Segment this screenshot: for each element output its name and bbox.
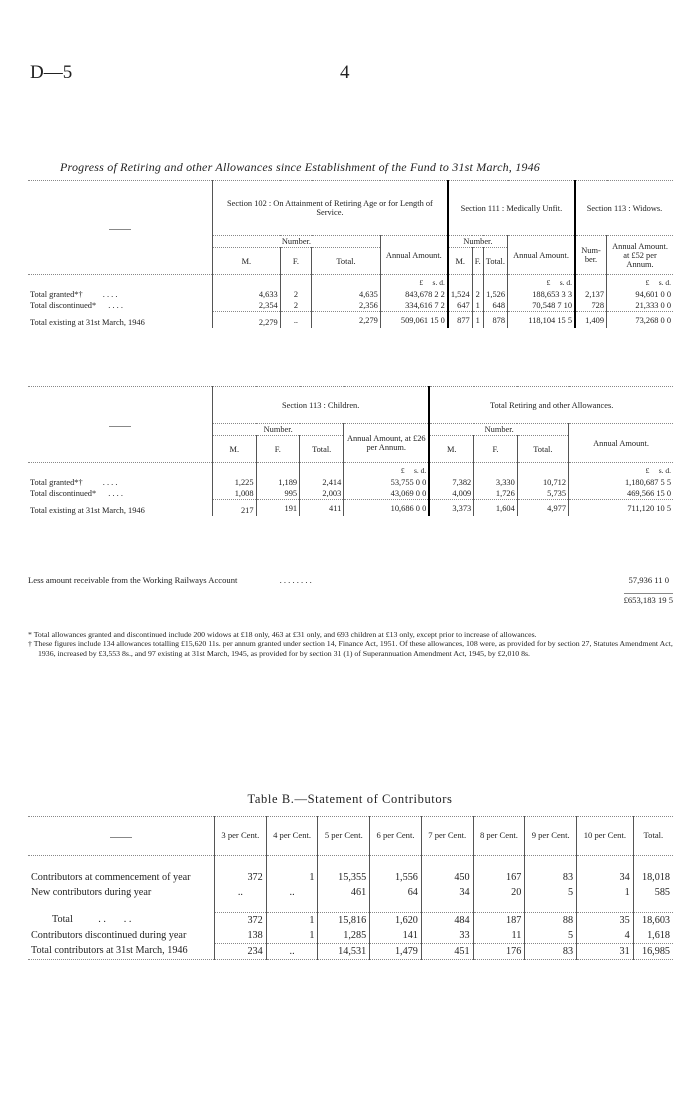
footnote-dagger: † These figures include 134 allowances totalling £15,620 11s. per annum granted under section 14, Finance Act, 1951. Of these allowances, 108 were, as provided for by section 27, Statutes Amendment Act, 1936, increased by £3,553 8s., and 97 existing at 31st March, 1945, as provided for by section 31 (1) of Superannuation Amendment Act, 1945, by £2,010 8s. (28, 639, 673, 658)
allowances-table-sections (28, 180, 673, 328)
section-113-widows-header: Section 113 : Widows. (575, 181, 673, 236)
units-label: £ s. d. (508, 275, 576, 290)
annual-amount-header: Annual Amount. (569, 424, 674, 463)
table-row: New contributors during year .. .. 461 64 34 20 5 1 585 (28, 885, 673, 900)
col-header: 6 per Cent. (370, 817, 422, 856)
total-allowances-header: Total Retiring and other Allowances. (429, 387, 673, 424)
section-113-children-header: Section 113 : Children. (213, 387, 430, 424)
child-amount-header: Annual Amount, at £26 per Annum. (344, 424, 430, 463)
section-102-header: Section 102 : On Attainment of Retiring Age or for Length of Service. (213, 181, 448, 236)
stub-header (28, 817, 215, 856)
total-header: Total. (300, 436, 344, 463)
footnote-asterisk: * Total allowances granted and discontinued include 200 widows at £18 only, 463 at £31 only, and 693 children at £13 only, except prior to increase of allowances. (28, 630, 537, 639)
m-header: M. (213, 436, 257, 463)
f-header: F. (472, 248, 483, 275)
widow-amount-header: Annual Amount. at £52 per Annum. (607, 236, 674, 275)
units-label: £ s. d. (380, 275, 448, 290)
table-b-title: Table B.—Statement of Contributors (247, 792, 453, 806)
col-header: 8 per Cent. (473, 817, 525, 856)
col-header: 10 per Cent. (577, 817, 634, 856)
total-header: Total. (483, 248, 507, 275)
f-header: F. (280, 248, 311, 275)
number-header: Number. (213, 424, 344, 436)
col-header: 5 per Cent. (318, 817, 370, 856)
m-header: M. (429, 436, 473, 463)
page-title: Progress of Retiring and other Allowances since Establishment of the Fund to 31st March, 1946 (60, 160, 541, 174)
total-header: Total. (517, 436, 568, 463)
table-row: Total discontinued* . . . . 1,008 995 2,003 43,069 0 0 4,009 1,726 5,735 469,566 15 0 (30, 489, 671, 499)
col-header: 7 per Cent. (421, 817, 473, 856)
f-header: F. (256, 436, 300, 463)
num-ber-header: Num- ber. (575, 236, 607, 275)
annual-amount-header: Annual Amount. (380, 236, 448, 275)
col-header: 4 per Cent. (266, 817, 318, 856)
page-number: 4 (340, 62, 350, 83)
table-row: Total contributors at 31st March, 1946 234 .. 14,531 1,479 451 176 83 31 16,985 (28, 943, 673, 959)
total-header: Total. (312, 248, 381, 275)
f-header: F. (474, 436, 518, 463)
table-row: Contributors at commencement of year 372 1 15,355 1,556 450 167 83 34 18,018 (28, 870, 673, 885)
m-header: M. (213, 248, 281, 275)
number-header: Number. (429, 424, 568, 436)
stub-header (28, 181, 213, 275)
table-row: Total discontinued* . . . . 2,354 2 2,356 334,616 7 2 647 1 648 70,548 7 10 728 21,333 0 0 (30, 301, 671, 311)
less-amount: 57,936 11 0 (628, 575, 669, 585)
col-header: Total. (633, 817, 673, 856)
stub-header (28, 387, 213, 463)
col-header: 3 per Cent. (215, 817, 267, 856)
units-label: £ s. d. (569, 463, 674, 478)
table-row: Contributors discontinued during year 138 1 1,285 141 33 11 5 4 1,618 (28, 928, 673, 944)
number-header: Number. (213, 236, 381, 248)
units-label: £ s. d. (607, 275, 674, 290)
table-row: Total granted*† . . . . 4,633 2 4,635 843,678 2 2 1,524 2 1,526 188,653 3 3 2,137 94,601 0 0 (30, 290, 671, 299)
footnotes (28, 630, 673, 658)
col-header: 9 per Cent. (525, 817, 577, 856)
table-row: Total existing at 31st March, 1946 217 191 411 10,686 0 0 3,373 1,604 4,977 711,120 10 5 (28, 500, 673, 517)
net-total: £653,183 19 5 (623, 595, 673, 605)
annual-amount-header: Annual Amount. (508, 236, 576, 275)
contributors-table (28, 816, 673, 960)
section-111-header: Section 111 : Medically Unfit. (448, 181, 575, 236)
allowances-table-children-totals (28, 386, 673, 516)
table-row: Total existing at 31st March, 1946 2,279 .. 2,279 509,061 15 0 877 1 878 118,104 15 5 1,409 73,268 0 0 (28, 312, 673, 329)
table-row: Total . . . . 372 1 15,816 1,620 484 187 88 35 18,603 (28, 912, 673, 928)
table-row: Total granted*† . . . . 1,225 1,189 2,414 53,755 0 0 7,382 3,330 10,712 1,180,687 5 5 (30, 478, 671, 487)
number-header: Number. (448, 236, 508, 248)
less-receivable-line: Less amount receivable from the Working Railways Account . . . . . . . . 57,936 11 0 £653,183 19 5 (28, 575, 673, 605)
units-label: £ s. d. (344, 463, 430, 478)
m-header: M. (448, 248, 472, 275)
page-reference: D—5 (30, 62, 73, 83)
